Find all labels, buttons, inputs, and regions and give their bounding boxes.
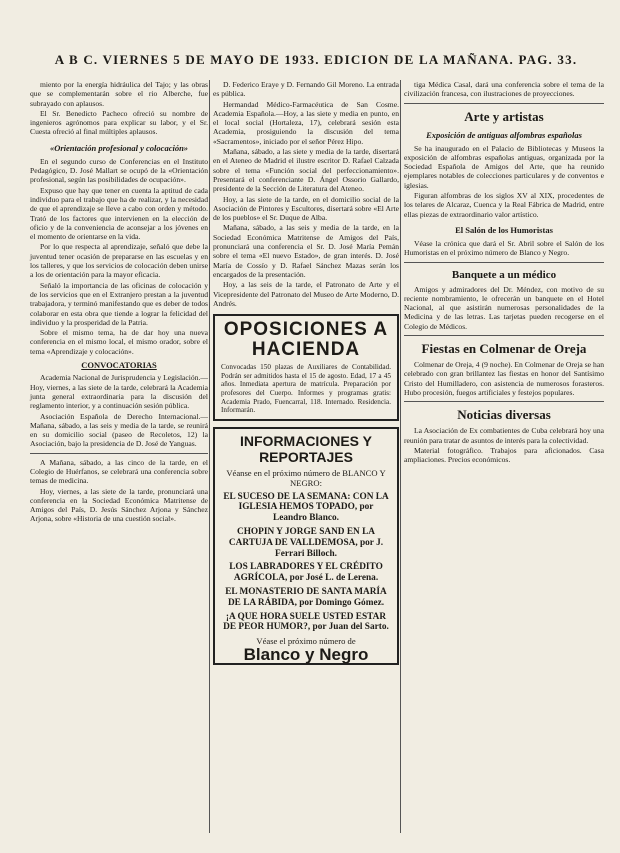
column-1 <box>30 80 208 525</box>
paragraph: D. Federico Eraye y D. Fernando Gil Moreno. La entrada es pública. <box>213 80 399 99</box>
column-3 <box>404 80 604 465</box>
paragraph: Amigos y admiradores del Dr. Méndez, con motivo de su reciente nombramiento, le ofrecerán un banquete en el Hotel Nacional, al que asistirán numerosas personalidades de la Medicina y de las letras. Las tarjetas pueden recogerse en el Colegio de Médicos. <box>404 284 604 331</box>
divider <box>404 335 604 336</box>
paragraph: tiga Médica Casal, dará una conferencia sobre el tema de la civilización francesa, con ilustraciones de proyecciones. <box>404 80 604 99</box>
ad-title: OPOSICIONES A HACIENDA <box>223 319 389 361</box>
paragraph: La Asociación de Ex combatientes de Cuba celebrará hoy una reunión para tratar de asuntos de interés para la colectividad. <box>404 426 604 445</box>
ad-title: INFORMACIONES Y REPORTAJES <box>240 432 372 465</box>
section-heading: «Orientación profesional y colocación» <box>49 142 189 153</box>
paragraph: El Sr. Benedicto Pacheco ofreció su nombre de ingenieros agrónomos para explicar su labor, y el Sr. Cuesta ofreció al final múltiples aplausos. <box>30 108 208 137</box>
paragraph: A Mañana, sábado, a las cinco de la tarde, en el Colegio de Huérfanos, se celebrará una conferencia sobre temas de medicina. <box>30 457 208 486</box>
section-heading: Arte y artistas <box>464 108 544 124</box>
section-heading: Banquete a un médico <box>451 268 557 281</box>
ad-body: Convocadas 150 plazas de Auxiliares de Contabilidad. Podrán ser admitidos hasta el 15 de agosto. Edad, 17 a 45 años. Inmediata apertura de matrícula. Preparación por profesores del Cuerpo. Informes y programas gratis: Academia Prado, Fuencarral, 118. Internado. Residencia. Informarán. <box>221 363 391 415</box>
paragraph: Academia Nacional de Jurisprudencia y Legislación.—Hoy, viernes, a las siete de la tarde, celebrará la Academia junta general extraordinaria para la discusión del reglamento interior, y a continuación sesión pública. <box>30 373 208 411</box>
oposiciones-ad <box>213 314 399 421</box>
divider <box>404 262 604 263</box>
ad-subtitle: Véanse en el próximo número de BLANCO Y NEGRO: <box>226 467 386 489</box>
ad-item: EL SUCESO DE LA SEMANA: CON LA IGLESIA HEMOS TOPADO, por Leandro Blanco. <box>223 491 389 524</box>
paragraph: Se ha inaugurado en el Palacio de Bibliotecas y Museos la exposición de alfombras españolas antiguas, organizada por la Sociedad Española de Amigos del Arte, que ha reunido ejemplares notables de colecciones particulares y de conventos e iglesias. <box>404 143 604 190</box>
section-heading: Fiestas en Colmenar de Oreja <box>421 341 587 357</box>
ad-item: CHOPIN Y JORGE SAND EN LA CARTUJA DE VALLDEMOSA, por J. Ferrari Billoch. <box>228 527 384 559</box>
paragraph: Mañana, sábado, a las siete y media de la tarde, disertará en el Ateneo de Madrid el ilustre escritor D. Rafael Calzada sobre el tema «Función social del perfeccionamiento». Presentará el conferenciante D. Ángel Ossorio Gallardo, presidente de la Sección de Literatura del Ateneo. <box>213 147 399 194</box>
paragraph: Mañana, sábado, a las seis y media de la tarde, en la Sociedad Económica Matritense de Amigos del País, pronunciará una conferencia el Sr. D. José María Pemán sobre el tema «El nuevo Estado», de gran interés. D. José María de Cossío y D. Rafael Sánchez Mazas serán los encargados de la presentación. <box>213 223 399 279</box>
ad-closing: Véase el próximo número de <box>256 636 356 647</box>
column-rule <box>209 80 210 833</box>
divider <box>30 453 208 454</box>
paragraph: Colmenar de Oreja, 4 (9 noche). En Colmenar de Oreja se han celebrado con gran brillantez las fiestas en honor del Santísimo Cristo del Humilladero, con asistencia de numerosos forasteros. Hubo procesión, fuegos artificiales y festejos populares. <box>404 360 604 397</box>
column-2 <box>213 80 399 665</box>
paragraph: Por lo que respecta al aprendizaje, señaló que debe la juventud tener ocasión de prepararse en las escuelas y en los talleres, y que los servicios de colocación deben unirse a los de orientación para la mayor eficacia. <box>30 242 208 280</box>
section-heading: CONVOCATORIAS <box>81 360 157 371</box>
paragraph: Véase la crónica que dará el Sr. Abril sobre el Salón de los Humoristas en el próximo número de Blanco y Negro. <box>404 238 604 258</box>
paragraph: Hoy, a las siete de la tarde, en el domicilio social de la Asociación de Pintores y Escultores, disertará sobre «El Arte de los pueblos» el Sr. Duque de Alba. <box>213 194 399 223</box>
paragraph: Hermandad Médico-Farmacéutica de San Cosme. Academia Española.—Hoy, a las siete y media en punto, en el local social (Hortaleza, 17), celebrará sesión esta Academia, prosiguiendo la discusión del tema «Sacramentos», iniciado por el señor Pérez Hipo. <box>213 99 399 146</box>
paragraph: Hoy, viernes, a las siete de la tarde, pronunciará una conferencia en la Sociedad Económica Matritense de Amigos del País, D. Jesús Sánchez Arjona y Sánchez Arjona, sobre «Historia de una cuestión social». <box>30 486 208 524</box>
divider <box>404 103 604 104</box>
ad-item: ¡A QUE HORA SUELE USTED ESTAR DE PEOR HUMOR?, por Juan del Sarto. <box>223 611 389 633</box>
section-heading: Noticias diversas <box>457 407 551 423</box>
paragraph: Material fotográfico. Trabajos para aficionados. Casa ampliaciones. Precios económicos. <box>404 445 604 465</box>
subsection-heading: El Salón de los Humoristas <box>455 224 553 235</box>
ad-item: LOS LABRADORES Y EL CRÉDITO AGRÍCOLA, por José L. de Lerena. <box>229 562 383 584</box>
column-rule <box>400 80 401 833</box>
paragraph: Señaló la importancia de las oficinas de colocación y de los servicios que en el Extranjero prestan a la juventud trabajadora, y terminó manifestando que es deber de todos colaborar en esta obra que tiende a lograr la felicidad del individuo y la prosperidad de la Patria. <box>30 280 208 327</box>
ad-item: EL MONASTERIO DE SANTA MARÍA DE LA RÁBIDA, por Domingo Gómez. <box>225 587 387 608</box>
paragraph: Figuran alfombras de los siglos XV al XIX, procedentes de los telares de Alcaraz, Cuenca y la Real Fábrica de Madrid, entre ellas piezas de extraordinario valor artístico. <box>404 191 604 219</box>
paragraph: Hoy, a las seis de la tarde, el Patronato de Arte y el Vicepresidente del Patronato del Museo de Arte Moderno, D. Andrés. <box>213 280 399 308</box>
paragraph: Expuso que hay que tener en cuenta la aptitud de cada individuo para el trabajo que ha de realizar, y la necesidad de que el aprendizaje se lleve a cabo con orden y método. Trató de los factores que intervienen en la elección de oficio y de la conveniencia de aconsejar a los jóvenes en el momento de orientarse en la vida. <box>30 185 208 242</box>
divider <box>404 401 604 402</box>
magazine-name: Blanco y Negro <box>243 644 369 664</box>
page-header: A B C. VIERNES 5 DE MAYO DE 1933. EDICION DE LA MAÑANA. PAG. 33. <box>54 52 578 67</box>
subsection-heading: Exposición de antiguas alfombras españolas <box>426 129 582 140</box>
paragraph: miento por la energía hidráulica del Tajo; y las obras que se complementarán sobre el rio Alberche, fue subrayado con aplausos. <box>30 80 208 108</box>
informaciones-ad <box>213 427 399 665</box>
paragraph: En el segundo curso de Conferencias en el Instituto Pedagógico, D. José Mallart se ocupó de la «Orientación profesional, según las posibilidades de ocupación». <box>30 156 208 185</box>
paragraph: Sobre el mismo tema, ha de dar hoy una nueva conferencia en el mismo local, el mismo orador, sobre el tema «Aprendizaje y colocación». <box>30 328 208 356</box>
paragraph: Asociación Española de Derecho Internacional.—Mañana, sábado, a las seis y media de la tarde, se reunirá en su domicilio social (paseo de Recoletos, 12) la Asociación, bajo la presidencia de D. José de Yanguas. <box>30 411 208 449</box>
